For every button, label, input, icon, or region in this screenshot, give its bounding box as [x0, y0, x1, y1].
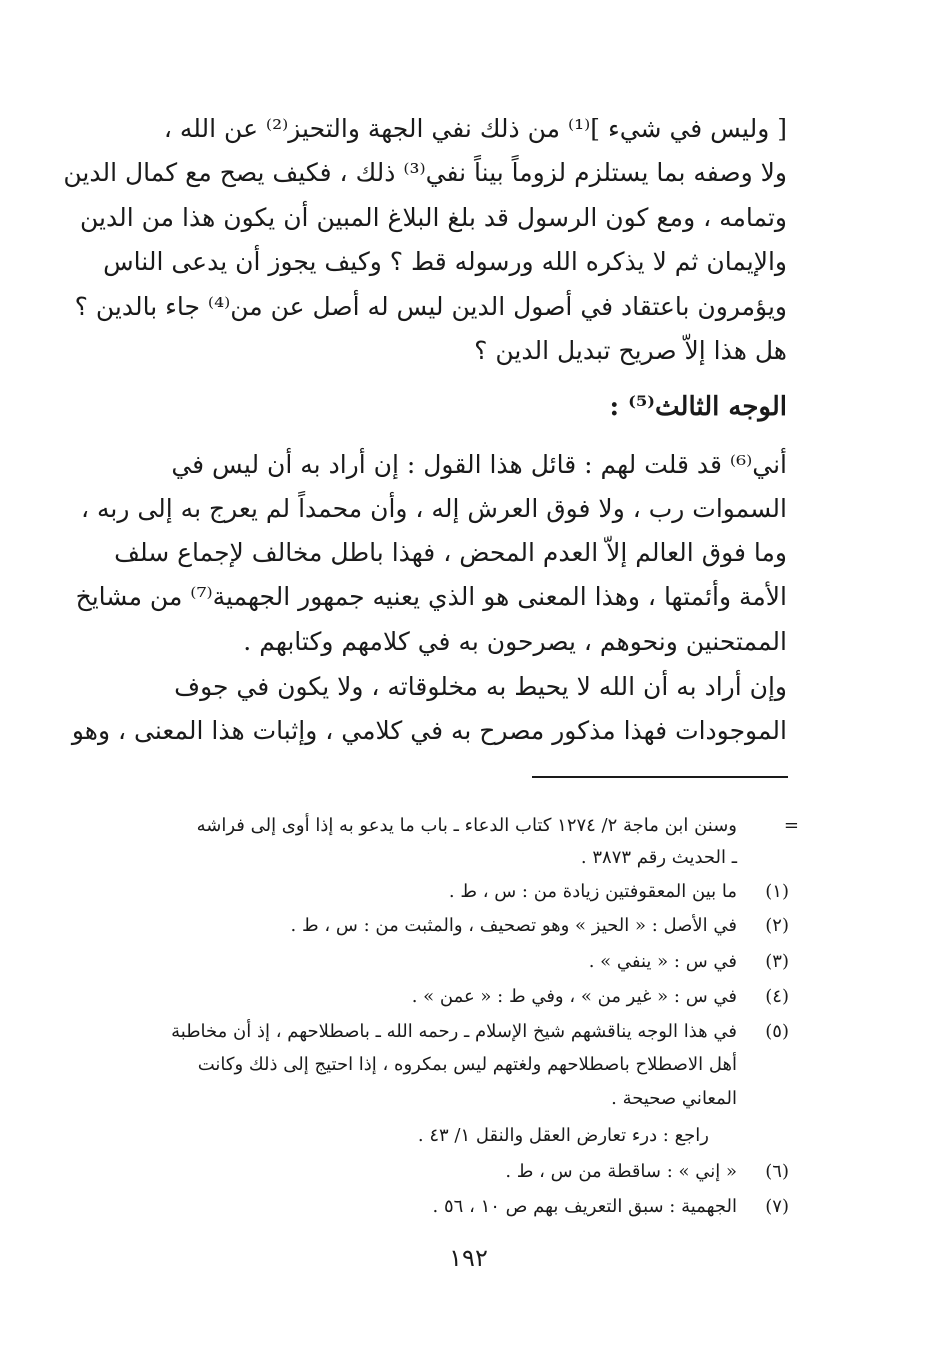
- footnote-divider: [532, 776, 788, 778]
- footnote-number-2: (٢): [765, 915, 789, 936]
- body-line-7: أني⁽⁶⁾ قد قلت لهم : قائل هذا القول : إن أراد به أن ليس في: [171, 450, 787, 479]
- footnote-number-7: (٧): [765, 1196, 789, 1217]
- footnote-text-5-reference: راجع : درء تعارض العقل والنقل ١/ ٤٣ .: [417, 1125, 709, 1146]
- footnote-number-1: (١): [765, 881, 789, 902]
- body-line-6: هل هذا إلاّ صريح تبديل الدين ؟: [474, 336, 787, 365]
- footnote-text-1: ما بين المعقوفتين زيادة من : س ، ط .: [448, 881, 737, 902]
- body-line-12: وإن أراد به أن الله لا يحيط به مخلوقاته ، ولا يكون في جوف: [174, 672, 787, 701]
- body-line-13: الموجودات فهذا مذكور مصرح به في كلامي ، وإثبات هذا المعنى ، وهو: [71, 716, 787, 745]
- page-number: ١٩٢: [449, 1244, 488, 1272]
- footnote-number-5: (٥): [765, 1021, 789, 1042]
- footnote-text-7: الجهمية : سبق التعريف بهم ص ١٠ ، ٥٦ .: [432, 1196, 737, 1217]
- body-line-5: ويؤمرون باعتقاد في أصول الدين ليس له أصل عن من⁽⁴⁾ جاء بالدين ؟: [74, 292, 787, 321]
- body-line-1: [ وليس في شيء ]⁽¹⁾ من ذلك نفي الجهة والتحيز⁽²⁾ عن الله ،: [163, 114, 787, 143]
- body-line-3: وتمامه ، ومع كون الرسول قد بلغ البلاغ المبين أن يكون هذا من الدين: [80, 203, 787, 232]
- footnote-continuation-line-1: وسنن ابن ماجة ٢/ ١٢٧٤ كتاب الدعاء ـ باب ما يدعو به إذا أوى إلى فراشه: [196, 815, 737, 836]
- footnote-number-6: (٦): [765, 1161, 789, 1182]
- footnote-text-5: في هذا الوجه يناقشهم شيخ الإسلام ـ رحمه الله ـ باصطلاحهم ، إذ أن مخاطبة: [171, 1021, 737, 1042]
- footnote-continuation-line-2: ـ الحديث رقم ٣٨٧٣ .: [580, 847, 737, 868]
- body-line-8: السموات رب ، ولا فوق العرش إله ، وأن محمداً لم يعرج به إلى ربه ،: [80, 494, 787, 523]
- body-line-2: ولا وصفه بما يستلزم لزوماً بيناً نفي⁽³⁾ ذلك ، فكيف يصح مع كمال الدين: [63, 158, 787, 187]
- footnote-text-3: في س : « ينفي » .: [588, 951, 737, 972]
- footnote-text-2: في الأصل : « الحيز » وهو تصحيف ، والمثبت من : س ، ط .: [290, 915, 737, 936]
- footnote-number-3: (٣): [765, 951, 789, 972]
- body-line-11: الممتحنين ونحوهم ، يصرحون به في كلامهم وكتابهم .: [243, 627, 787, 656]
- body-line-10: الأمة وأئمتها ، وهذا المعنى هو الذي يعنيه جمهور الجهمية⁽⁷⁾ من مشايخ: [75, 582, 787, 611]
- footnote-text-5-line-2: أهل الاصطلاح باصطلاحهم ولغتهم ليس بمكروه ، إذا احتيج إلى ذلك وكانت: [197, 1054, 737, 1075]
- footnote-number-4: (٤): [765, 986, 789, 1007]
- section-heading: الوجه الثالث⁽⁵⁾ :: [609, 392, 787, 422]
- footnote-continuation-marker: =: [783, 815, 799, 836]
- footnote-text-6: « إني » : ساقطة من س ، ط .: [505, 1161, 737, 1182]
- footnote-text-5-line-3: المعاني صحيحة .: [611, 1088, 737, 1109]
- body-line-9: وما فوق العالم إلاّ العدم المحض ، فهذا باطل مخالف لإجماع سلف: [114, 538, 787, 567]
- footnote-text-4: في س : « غير من » ، وفي ط : « عمن » .: [411, 986, 737, 1007]
- body-line-4: والإيمان ثم لا يذكره الله ورسوله قط ؟ وكيف يجوز أن يدعى الناس: [103, 247, 787, 276]
